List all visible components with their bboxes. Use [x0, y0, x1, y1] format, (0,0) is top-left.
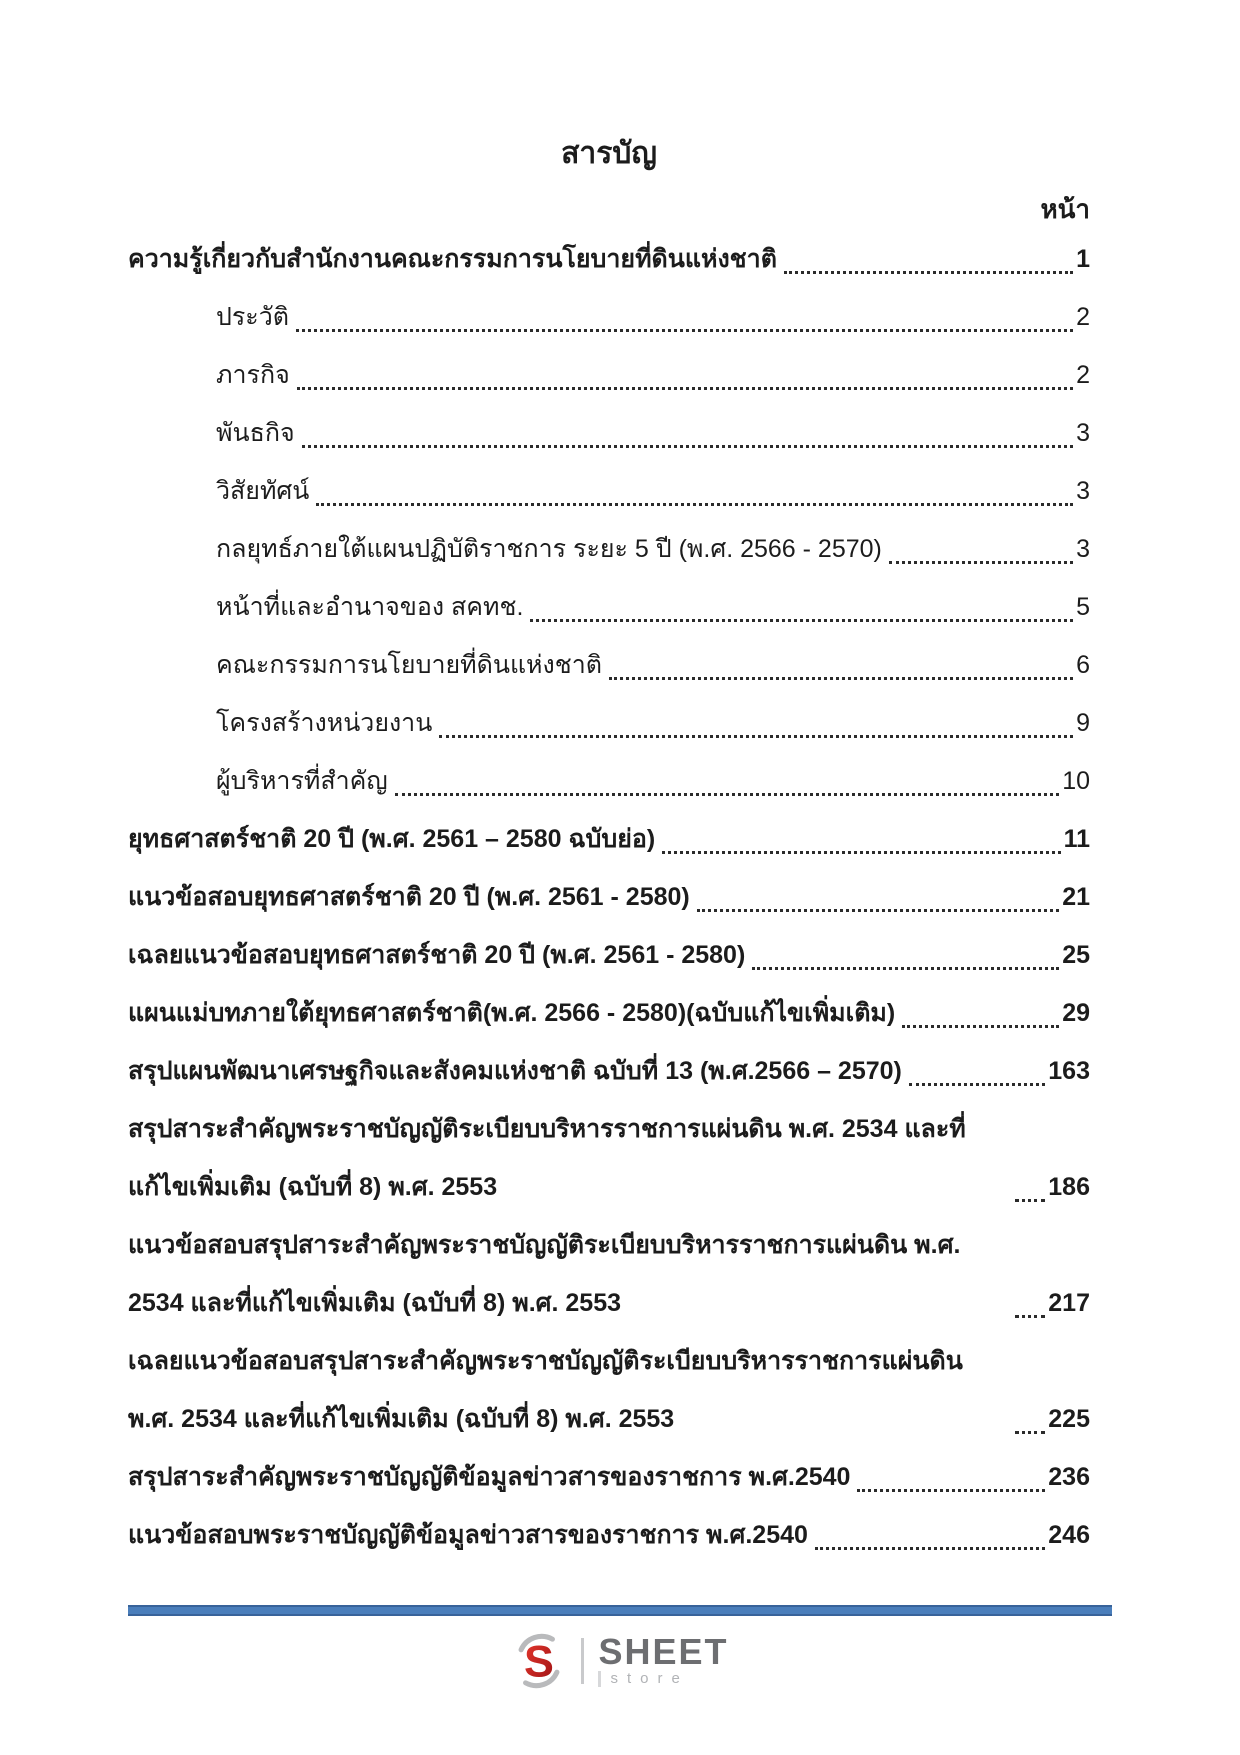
toc-entry-label: ยุทธศาสตร์ชาติ 20 ปี (พ.ศ. 2561 – 2580 ฉบับย่อ) — [128, 825, 656, 853]
toc-entry-page: 2 — [1076, 303, 1090, 331]
toc-entry-page: 6 — [1076, 651, 1090, 679]
toc-entry-label: กลยุทธ์ภายใต้แผนปฏิบัติราชการ ระยะ 5 ปี (พ.ศ. 2566 - 2570) — [216, 535, 882, 563]
toc-entry-page: 10 — [1062, 767, 1090, 795]
toc-entry — [128, 636, 1090, 694]
toc-entry-label: ความรู้เกี่ยวกับสำนักงานคณะกรรมการนโยบายที่ดินแห่งชาติ — [128, 245, 777, 273]
toc-entry — [128, 1216, 1090, 1332]
toc-entry-page: 11 — [1063, 825, 1090, 853]
toc-leader-dots — [815, 1547, 1045, 1550]
toc-entry-page: 2 — [1076, 361, 1090, 389]
toc-leader-dots — [439, 735, 1073, 738]
toc-entry — [128, 752, 1090, 810]
toc-entry-label: สรุปแผนพัฒนาเศรษฐกิจและสังคมแห่งชาติ ฉบับที่ 13 (พ.ศ.2566 – 2570) — [128, 1057, 902, 1085]
toc-entry-label: หน้าที่และอำนาจของ สคทช. — [216, 593, 524, 621]
toc-entry — [128, 520, 1090, 578]
toc-entry-label: ประวัติ — [216, 303, 289, 331]
toc-entry-label: วิสัยทัศน์ — [216, 477, 310, 505]
toc-entry — [128, 404, 1090, 462]
toc-entry-label: เฉลยแนวข้อสอบสรุปสาระสำคัญพระราชบัญญัติระเบียบบริหารราชการแผ่นดิน พ.ศ. 2534 และที่แก้ไขเพิ่มเติม (ฉบับที่ 8) พ.ศ. 2553 — [128, 1347, 963, 1433]
logo-text-sheet: SHEET — [598, 1631, 729, 1672]
logo-text-store: store — [598, 1671, 728, 1687]
toc-entry — [128, 1332, 1090, 1448]
toc-entry-label: เฉลยแนวข้อสอบยุทธศาสตร์ชาติ 20 ปี (พ.ศ. 2561 - 2580) — [128, 941, 746, 969]
toc-leader-dots — [784, 271, 1073, 274]
toc-entry-label: แนวข้อสอบยุทธศาสตร์ชาติ 20 ปี (พ.ศ. 2561 - 2580) — [128, 883, 690, 911]
toc-leader-dots — [395, 793, 1059, 796]
toc-leader-dots — [909, 1083, 1045, 1086]
svg-text:S: S — [524, 1636, 555, 1687]
toc-leader-dots — [530, 619, 1073, 622]
toc-entry — [128, 694, 1090, 752]
toc-entry — [128, 230, 1090, 288]
toc-leader-dots — [297, 387, 1073, 390]
toc-entry — [128, 984, 1090, 1042]
toc-entry-label: โครงสร้างหน่วยงาน — [216, 709, 433, 737]
toc-entry — [128, 1042, 1090, 1100]
toc-entry-page: 3 — [1076, 535, 1090, 563]
toc-entry-label: แนวข้อสอบสรุปสาระสำคัญพระราชบัญญัติระเบียบบริหารราชการแผ่นดิน พ.ศ. 2534 และที่แก้ไขเพิ่มเติม (ฉบับที่ 8) พ.ศ. 2553 — [128, 1231, 961, 1317]
toc-leader-dots — [752, 967, 1059, 970]
toc-entry-label: พันธกิจ — [216, 419, 295, 447]
sheet-store-logo-icon — [511, 1633, 567, 1689]
toc-entry-label: แผนแม่บทภายใต้ยุทธศาสตร์ชาติ(พ.ศ. 2566 - 2580)(ฉบับแก้ไขเพิ่มเติม) — [128, 999, 896, 1027]
toc-entry-page: 163 — [1048, 1057, 1090, 1085]
page-column-label: หน้า — [1040, 194, 1090, 224]
toc-leader-dots — [857, 1489, 1045, 1492]
toc-leader-dots — [902, 1025, 1059, 1028]
toc-entry-page: 9 — [1076, 709, 1090, 737]
toc-leader-dots — [1015, 1315, 1045, 1318]
toc-entry-label: คณะกรรมการนโยบายที่ดินแห่งชาติ — [216, 651, 602, 679]
toc-entry-page: 186 — [1048, 1173, 1090, 1201]
toc-entry — [128, 346, 1090, 404]
toc-entry-label: แนวข้อสอบพระราชบัญญัติข้อมูลข่าวสารของราชการ พ.ศ.2540 — [128, 1521, 808, 1549]
toc-entry — [128, 578, 1090, 636]
toc-entry-page: 5 — [1076, 593, 1090, 621]
toc-entry — [128, 868, 1090, 926]
toc-entry-page: 236 — [1048, 1463, 1090, 1491]
page-title: สารบัญ — [561, 137, 657, 170]
toc-leader-dots — [1015, 1199, 1045, 1202]
toc-entry-page: 21 — [1062, 883, 1090, 911]
toc-entry-page: 1 — [1076, 245, 1090, 273]
toc-list — [128, 230, 1090, 1564]
footer-divider-bar — [128, 1605, 1112, 1616]
toc-entry — [128, 1506, 1090, 1564]
toc-leader-dots — [889, 561, 1073, 564]
toc-entry-label: สรุปสาระสำคัญพระราชบัญญัติข้อมูลข่าวสารของราชการ พ.ศ.2540 — [128, 1463, 851, 1491]
toc-entry-label: ผู้บริหารที่สำคัญ — [216, 767, 388, 795]
toc-entry — [128, 810, 1090, 868]
toc-entry-page: 25 — [1062, 941, 1090, 969]
toc-leader-dots — [1015, 1431, 1045, 1434]
toc-entry — [128, 1448, 1090, 1506]
logo-divider-line — [581, 1638, 584, 1684]
toc-leader-dots — [609, 677, 1073, 680]
toc-entry-page: 246 — [1048, 1521, 1090, 1549]
toc-leader-dots — [697, 909, 1059, 912]
toc-entry-label: ภารกิจ — [216, 361, 290, 389]
toc-leader-dots — [316, 503, 1073, 506]
toc-entry-page: 3 — [1076, 477, 1090, 505]
toc-entry-page: 225 — [1048, 1405, 1090, 1433]
toc-entry-page: 3 — [1076, 419, 1090, 447]
toc-entry-label: สรุปสาระสำคัญพระราชบัญญัติระเบียบบริหารราชการแผ่นดิน พ.ศ. 2534 และที่แก้ไขเพิ่มเติม (ฉบับที่ 8) พ.ศ. 2553 — [128, 1115, 966, 1201]
toc-leader-dots — [296, 329, 1073, 332]
toc-entry-page: 217 — [1048, 1289, 1090, 1317]
toc-leader-dots — [302, 445, 1073, 448]
toc-entry-page: 29 — [1062, 999, 1090, 1027]
toc-entry — [128, 462, 1090, 520]
toc-entry — [128, 1100, 1090, 1216]
footer-logo — [0, 1633, 1240, 1689]
toc-entry — [128, 926, 1090, 984]
toc-entry — [128, 288, 1090, 346]
toc-leader-dots — [662, 851, 1060, 854]
